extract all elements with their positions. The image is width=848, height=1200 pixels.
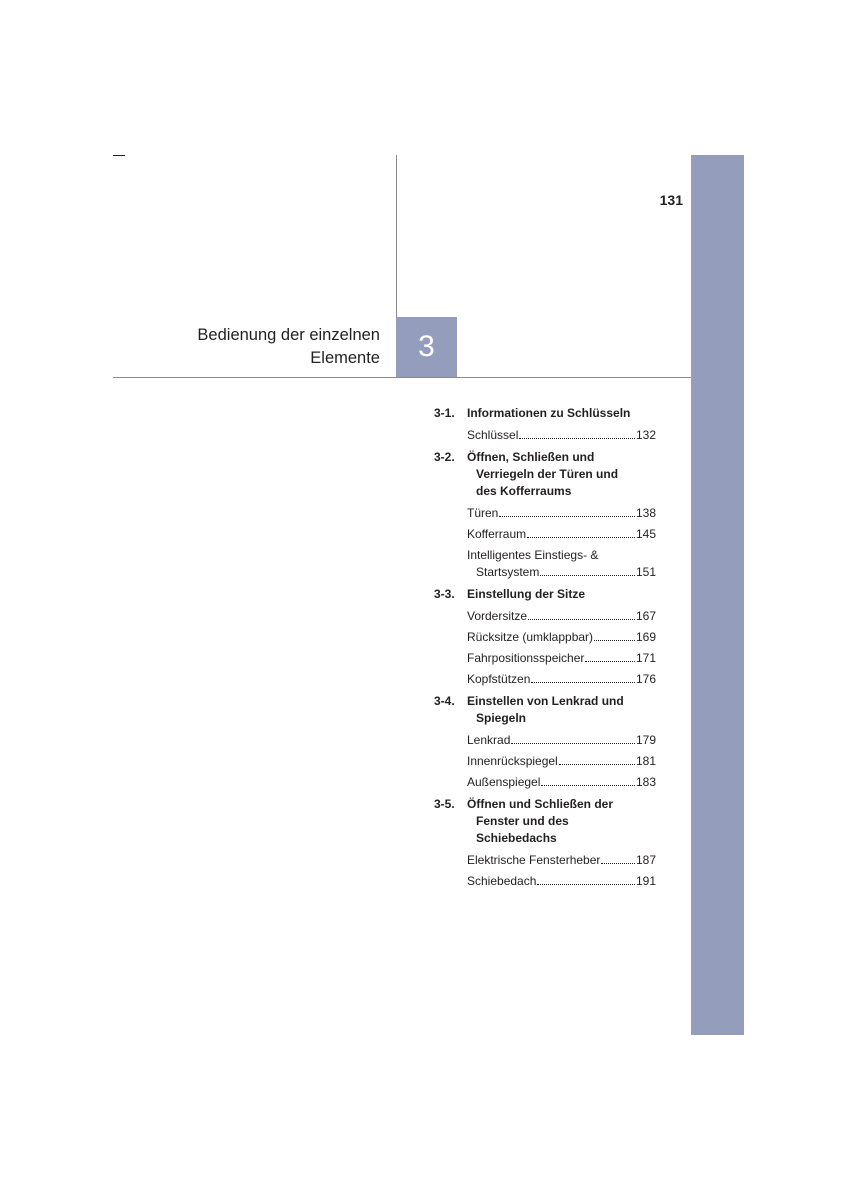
toc-entry-label: Lenkrad: [467, 733, 511, 747]
toc-entry[interactable]: [467, 627, 656, 648]
toc-section-title: [467, 405, 656, 422]
leader-dots: [531, 682, 635, 683]
toc-entry-page: 187: [635, 853, 656, 867]
toc-entry-label: Rücksitze (umklappbar): [467, 630, 594, 644]
table-of-contents: [434, 405, 656, 895]
toc-entry-label: Elektrische Fensterheber: [467, 853, 601, 867]
toc-section-heading: [434, 693, 656, 727]
toc-entry[interactable]: [467, 730, 656, 751]
toc-section-number: 3-2.: [434, 450, 455, 464]
toc-section-title-line: Schiebedachs: [476, 831, 557, 845]
toc-entry-label: Fahrpositionsspeicher: [467, 651, 585, 665]
horizontal-rule: [113, 377, 691, 378]
toc-section-heading: [434, 796, 656, 847]
page-number: 131: [659, 192, 683, 208]
leader-dots: [537, 884, 635, 885]
toc-section-title-line: Verriegeln der Türen und: [476, 467, 619, 481]
toc-entry-page: 176: [635, 672, 656, 686]
toc-section-number: 3-3.: [434, 587, 455, 601]
toc-section-number: 3-1.: [434, 406, 455, 420]
chapter-title-line2: Elemente: [310, 349, 380, 367]
toc-section: [434, 449, 656, 583]
toc-entry-page: 167: [635, 609, 656, 623]
toc-entry[interactable]: [467, 772, 656, 793]
leader-dots: [527, 537, 635, 538]
toc-entry-page: 145: [635, 527, 656, 541]
toc-entry[interactable]: [467, 751, 656, 772]
toc-entry[interactable]: [467, 871, 656, 892]
toc-entry-label: Startsystem: [476, 565, 540, 579]
leader-dots: [511, 743, 635, 744]
toc-entry-label: Kopfstützen: [467, 672, 531, 686]
toc-section-title: [467, 796, 656, 847]
toc-entry-page: 171: [635, 651, 656, 665]
toc-section-number: 3-4.: [434, 694, 455, 708]
toc-section: [434, 693, 656, 793]
leader-dots: [601, 863, 635, 864]
toc-section-heading: [434, 449, 656, 500]
chapter-tab-sidebar: [691, 155, 744, 1035]
toc-section-title-line: des Kofferraums: [476, 484, 572, 498]
chapter-title: [150, 324, 380, 370]
toc-entry-page: 138: [635, 506, 656, 520]
toc-entry-label: Schiebedach: [467, 874, 537, 888]
toc-section-title-line: Öffnen, Schließen und: [467, 450, 595, 464]
toc-entry[interactable]: [467, 425, 656, 446]
leader-dots: [585, 661, 635, 662]
toc-section-title-line: Fenster und des: [476, 814, 569, 828]
toc-entry[interactable]: [467, 850, 656, 871]
toc-entry-label: Vordersitze: [467, 609, 528, 623]
toc-section-title-line: Einstellen von Lenkrad und: [467, 694, 624, 708]
leader-dots: [519, 438, 635, 439]
toc-entry-label: Außenspiegel: [467, 775, 541, 789]
toc-entry[interactable]: [467, 503, 656, 524]
toc-section-title-line: Einstellung der Sitze: [467, 587, 586, 601]
toc-section-number: 3-5.: [434, 797, 455, 811]
toc-entry[interactable]: [467, 606, 656, 627]
toc-entry[interactable]: [467, 648, 656, 669]
chapter-title-line1: Bedienung der einzelnen: [197, 326, 380, 344]
toc-section-heading: [434, 405, 656, 422]
toc-entry-label-line1: Intelligentes Einstiegs- &: [467, 548, 599, 562]
toc-entry-row: [467, 564, 656, 581]
toc-section-title-line: Öffnen und Schließen der: [467, 797, 614, 811]
toc-entry-label: Innenrückspiegel: [467, 754, 558, 768]
crop-mark: [113, 155, 125, 156]
toc-entry-page: 183: [635, 775, 656, 789]
leader-dots: [528, 619, 635, 620]
toc-entry-page: 169: [635, 630, 656, 644]
toc-entry-page: 181: [635, 754, 656, 768]
toc-entry[interactable]: [467, 669, 656, 690]
toc-entry-label: Türen: [467, 506, 499, 520]
leader-dots: [499, 516, 635, 517]
toc-section-title-line: Informationen zu Schlüsseln: [467, 406, 631, 420]
toc-entry-label: Kofferraum: [467, 527, 527, 541]
toc-entry[interactable]: [467, 545, 656, 583]
leader-dots: [541, 785, 635, 786]
toc-section: [434, 796, 656, 892]
toc-entry[interactable]: [467, 524, 656, 545]
toc-entry-page: 151: [635, 565, 656, 579]
leader-dots: [594, 640, 635, 641]
toc-section: [434, 405, 656, 446]
toc-entry-page: 132: [635, 428, 656, 442]
leader-dots: [540, 575, 635, 576]
toc-section-heading: [434, 586, 656, 603]
toc-section-title: [467, 693, 656, 727]
leader-dots: [559, 764, 635, 765]
toc-entry-page: 191: [635, 874, 656, 888]
toc-section-title: [467, 586, 656, 603]
toc-section: [434, 586, 656, 690]
toc-entry-page: 179: [635, 733, 656, 747]
toc-section-title: [467, 449, 656, 500]
toc-entry-label: Schlüssel: [467, 428, 519, 442]
chapter-number-box: [396, 317, 457, 377]
chapter-number: 3: [418, 330, 435, 363]
toc-section-title-line: Spiegeln: [476, 711, 527, 725]
